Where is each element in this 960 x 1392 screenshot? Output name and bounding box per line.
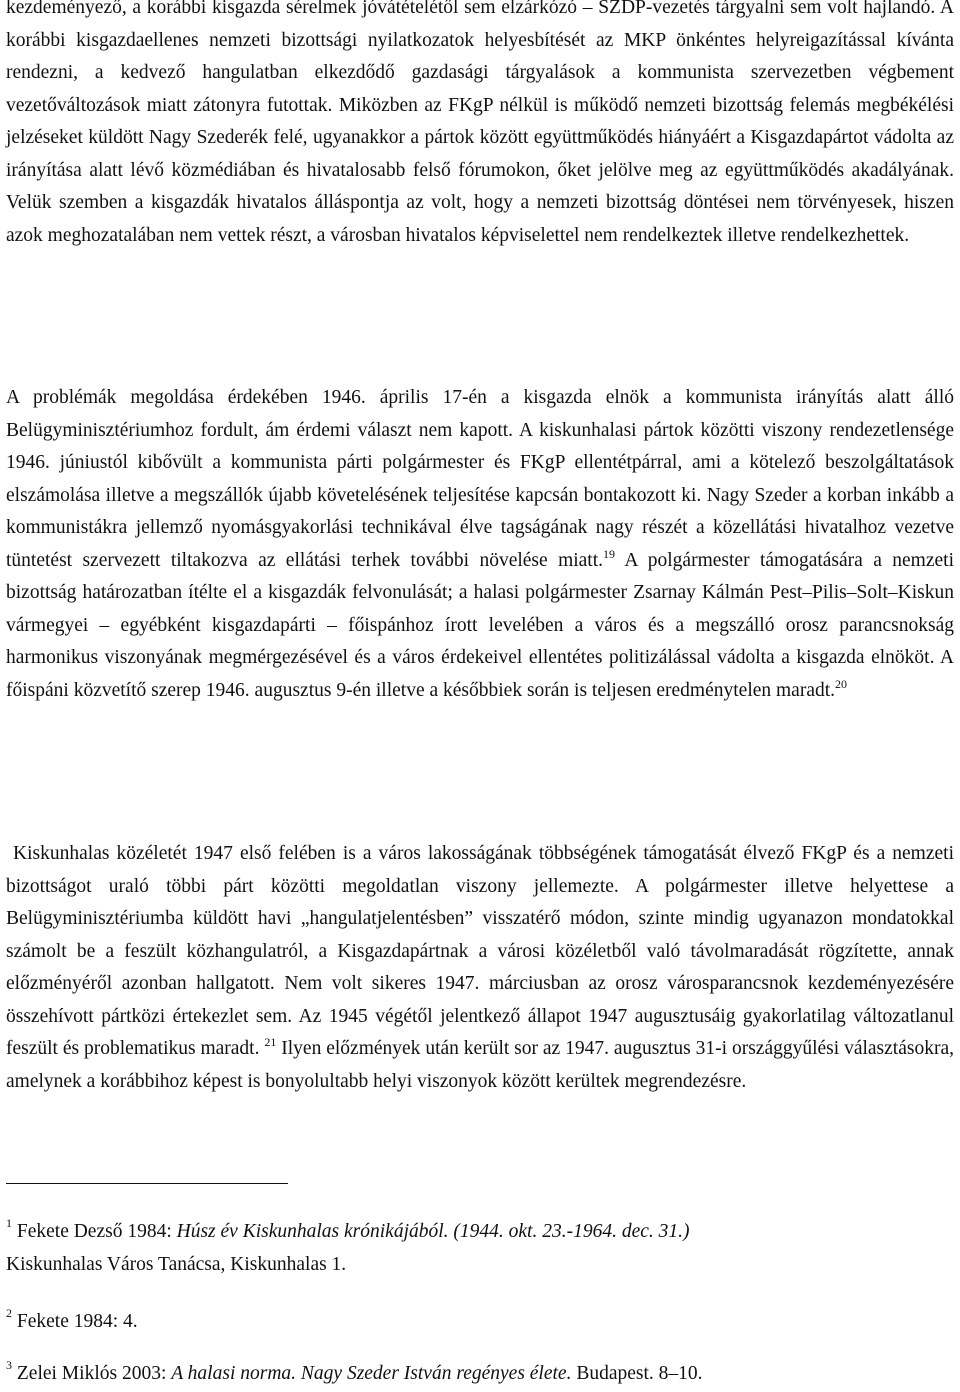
footnote-title: Húsz év Kiskunhalas krónikájából. (1944. okt. 23.-1964. dec. 31.) <box>176 1221 690 1242</box>
footnote-2 <box>6 1306 954 1339</box>
footnote-text: Fekete Dezső 1984: <box>12 1221 177 1242</box>
body-paragraph-1 <box>6 0 954 252</box>
footnote-reference-21: 21 <box>264 1035 277 1049</box>
footnote-text: Zelei Miklós 2003: <box>12 1363 172 1384</box>
paragraph-text: A polgármester támogatására a nemzeti bizottság határozatban ítélte el a kisgazdák felvonulását; a halasi polgármester Zsarnay Kálmán Pest–Pilis–Solt–Kiskun vármegyei – egyébként kisgazdapárti – főispánhoz írott levelében a város és a megszálló orosz parancsnokság harmonikus viszonyának megmérgezésével és a város érdekeivel ellentétes politizálással vádolta a kisgazda elnököt. A főispáni közvetítő szerep 1946. augusztus 9-én illetve a későbbiek során is teljesen eredménytelen maradt. <box>6 549 954 701</box>
paragraph-text: Kiskunhalas közéletét 1947 első felében is a város lakosságának többségének támogatását élvező FKgP és a nemzeti bizottságot uraló többi párt közötti megoldatlan viszony jellemezte. A polgármester illetve helyettese a Belügyminisztériumba küldött havi „hangulatjelentésben” visszatérő módon, szinte mindig ugyanazon mondatokkal számolt be a feszült közhangulatról, a Kisgazdapártnak a városi közéletből való távolmaradását rögzítette, annak előzményéről azonban hallgatott. Nem volt sikeres 1947. márciusban az orosz városparancsnok kezdeményezésére összehívott pártközi értekezlet sem. Az 1945 végétől jelentkező állapot 1947 augusztusáig gyakorlatilag változatlanul feszült és problematikus maradt. <box>6 843 954 1059</box>
body-paragraph-3 <box>6 838 954 1098</box>
paragraph-text: kezdeményező, a korábbi kisgazda sérelmek jóvátételétől sem elzárkózó – SZDP-vezetés tárgyalni sem volt hajlandó. A korábbi kisgazdaellenes nemzeti bizottsági nyilatkozatok helyesbítését az MKP önkéntes helyreigazítással kívánta rendezni, a kedvező hangulatban elkezdődő gazdasági tárgyalások a kommunista szervezetben végbement vezetőváltozások miatt zátonyra futottak. Miközben az FKgP nélkül is működő nemzeti bizottság felemás megbékélési jelzéseket küldött Nagy Szederék felé, ugyanakkor a pártok között együttműködés hiányáért a Kisgazdapártot vádolta az irányítása alatt lévő közmédiában és hivatalosabb felső fórumokon, őket jelölve meg az együttműködés akadályának. Velük szemben a kisgazdák hivatalos álláspontja az volt, hogy a nemzeti bizottság döntései nem törvényesek, hiszen azok meghozatalában nem vettek részt, a városban hivatalos képviselettel nem rendelkeztek illetve rendelkezhettek. <box>6 0 954 246</box>
footnote-number: 3 <box>6 1358 12 1372</box>
footnote-title: A halasi norma. Nagy Szeder István regényes élete. <box>171 1363 572 1384</box>
footnote-separator <box>6 1183 288 1184</box>
footnote-text: Kiskunhalas Város Tanácsa, Kiskunhalas 1. <box>6 1253 347 1275</box>
footnote-text: Budapest. 8–10. <box>571 1363 703 1384</box>
footnote-reference-20: 20 <box>835 676 848 691</box>
footnote-reference-19: 19 <box>603 546 616 561</box>
footnote-number: 2 <box>6 1306 12 1320</box>
paragraph-text: Ilyen előzmények után került sor az 1947. augusztus 31-i országgyűlési választásokra, amelynek a korábbihoz képest is bonyolultabb helyi viszonyok között kerültek megrendezésre. <box>6 1038 954 1092</box>
paragraph-text: A problémák megoldása érdekében 1946. április 17-én a kisgazda elnök a kommunista irányítás alatt álló Belügyminisztériumhoz fordult, ám érdemi választ nem kapott. A kiskunhalasi pártok közötti viszony rendezetlensége 1946. júniustól kibővült a kommunista párti polgármester és FKgP ellentétpárral, ami a kötelező beszolgáltatások elszámolása illetve a megszállók újabb követelésének teljesítése kapcsán bontakozott ki. Nagy Szeder a korban inkább a kommunistákra jellemző nyomásgyakorlási technikával élve tagságának nagy részét a közellátási hivatalhoz vezetve tüntetést szervezett tiltakozva az ellátási terhek további növelése miatt. <box>6 387 954 571</box>
footnote-text: Fekete 1984: 4. <box>12 1311 138 1332</box>
footnote-number: 1 <box>6 1216 12 1230</box>
body-paragraph-2 <box>6 382 954 707</box>
footnote-1 <box>6 1216 954 1281</box>
footnote-3 <box>6 1358 954 1391</box>
